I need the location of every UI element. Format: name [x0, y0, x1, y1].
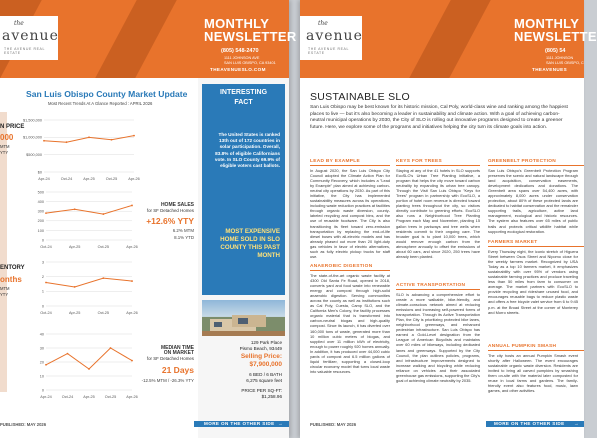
y-tick-label: 2: [41, 275, 44, 280]
inventory-changes: MTM YTY: [0, 286, 10, 297]
days-on-market-chart: [22, 330, 136, 400]
y-tick-label: 0: [41, 304, 44, 309]
more-on-other-side-bar: MORE ON THE OTHER SIDE →: [194, 421, 289, 427]
section-body-farmers: Every Thursday night, the iconic stretch of Higuera Street between Osos Street and Nipomo close for the weekly farmers market. Recognized by USA Today as a top 10 farmers market, it emphasizes sustainability with over 95% of vendors using sustainable farming practices and produce traveling less than 50 miles from farm to consumer on average. The market partners with EcoSLO to provide recycling and rideshare unused food, and encourages reusable bags to reduce plastic waste and offers a free bicycle valet service from 6 to 9:45 p.m. at the Broad Street at the corner of Monterey and Morro streets.: [488, 249, 578, 315]
logo: the avenue THE AVENUE REAL ESTATE: [0, 16, 58, 60]
series-line-dom: [46, 348, 132, 369]
data-point: [131, 280, 133, 282]
interesting-fact-heading: INTERESTING FACT: [202, 84, 285, 120]
inventory-chart: [22, 258, 136, 316]
series-line-sales: [46, 205, 132, 214]
x-tick-label: Apr-26: [128, 177, 140, 181]
office-address: 1111 JOHNSON AVE SAN LUIS OBISPO, CA 93401: [224, 56, 276, 65]
x-tick-label: Oct-24: [40, 245, 52, 249]
x-tick-label: Oct-24: [40, 311, 52, 315]
x-tick-label: Apr-26: [126, 245, 138, 249]
y-tick-label: $0: [37, 170, 42, 175]
newsletter-title: MONTHLY NEWSLETTE: [514, 16, 597, 44]
page1-header: [0, 0, 297, 78]
home-sales-change: +12.6% YTY: [146, 216, 194, 226]
house-beds-baths: 6 BED / 6 BATH: [249, 371, 282, 377]
median-price-value: 000: [0, 133, 14, 142]
x-tick-label: Oct-25: [97, 311, 110, 315]
y-tick-label: $1,000,000: [22, 135, 42, 140]
section-divider: [488, 165, 584, 166]
most-expensive-heading: MOST EXPENSIVE HOME SOLD IN SLO COUNTY THIS PAST MONTH: [220, 228, 280, 259]
median-time-changes: -12.5% MTM / -26.3% YTY: [141, 378, 194, 383]
house-address: 129 Park Place: [250, 340, 282, 345]
data-point: [88, 368, 90, 370]
y-tick-label: 200: [37, 219, 44, 224]
median-price-chart: [20, 116, 138, 182]
data-point: [45, 364, 47, 366]
x-tick-label: Apr-25: [83, 395, 95, 399]
section-body-lead: In August 2020, the San Luis Obispo City Council adopted the Climate Action Plan for Community Recovery, which includes a "Lead by Example" plan aimed at achieving carbon-neutral city operations by 2030. As part of this initiative, the City has implemented sustainability measures across its operations, including waste reduction practices at facilities through organic waste diversion, county-labeled recycling and compost bins, and the use of reusable foodware. The City is also transitioning its fleet toward zero-emission transportation by replacing the end-of-life diesel buses with all-electric models and has already phased out more than 20 light-duty gas vehicles in favor of electric alternatives, such as fully electric pickup trucks for staff use.: [310, 168, 390, 259]
x-tick-label: Apr-24: [38, 177, 50, 181]
house-details: [202, 340, 282, 400]
price-per-sqft: $1,258.96: [261, 394, 282, 400]
y-tick-label: 40: [39, 332, 44, 337]
section-body-active: SLO is advancing a comprehensive effort to create a more walkable, bike-friendly, and climate-conscious network aimed at reducing emissions and increasing self-powered forms of transportation. Through its Active Transportation Plan, the City is prioritizing protected bike lanes, neighborhood greenways, and enhanced pedestrian infrastructure. San Luis Obispo has earned a Gold-Level designation from the League of American Bicyclists and maintains over 60 miles of bikeways, including dedicated lanes and greenways. Supported by the City Council, the plan outlines policies, programs, and infrastructure improvements designed to increase walking and bicycling while reducing reliance on vehicles and their associated greenhouse gas emissions, supporting the City's goal of achieving climate neutrality by 2035.: [396, 292, 480, 383]
x-tick-label: Oct-24: [60, 177, 73, 181]
data-point: [102, 213, 104, 215]
section-heading-pumpkin: ANNUAL PUMPKIN SMASH: [488, 344, 557, 349]
published-date: PUBLISHED: MAY 2026: [0, 422, 47, 427]
phone-number: (805) 548-2470: [221, 48, 259, 54]
y-tick-label: 1: [41, 289, 44, 294]
logo: the avenue THE AVENUE REAL ESTATE: [300, 16, 362, 60]
x-tick-label: Oct-25: [104, 395, 117, 399]
data-point: [74, 286, 76, 288]
phone-number: (805) 54: [545, 48, 566, 54]
newsletter-page-front: [0, 0, 297, 438]
newsletter-page-back: [300, 0, 597, 438]
section-heading-farmers: FARMERS MARKET: [488, 240, 538, 245]
page2-header: [300, 0, 597, 78]
data-point: [74, 208, 76, 210]
section-divider: [488, 350, 584, 351]
y-tick-label: 20: [39, 360, 44, 365]
y-tick-label: $500,000: [26, 153, 42, 158]
section-divider: [310, 165, 390, 166]
market-update-subtitle: Most Recent Trends At A Glance Reported : APRIL 2026: [48, 101, 153, 106]
data-point: [43, 140, 45, 142]
median-time-value: 21 Days: [161, 365, 194, 375]
y-tick-label: 10: [39, 374, 44, 379]
house-city: Pismo Beach, 93449: [239, 346, 282, 352]
price-per-sqft-label: PRICE PER SQ-FT:: [241, 387, 282, 393]
y-tick-label: 30: [39, 346, 44, 351]
series-line-inventory: [46, 278, 132, 287]
y-tick-label: 0: [41, 388, 44, 393]
data-point: [131, 205, 133, 207]
median-price-label: N PRICE: [0, 124, 25, 130]
section-body-pumpkin: The city hosts an annual Pumpkin Smash event shortly after Halloween. The event encourages sustainable organic waste diversion. Residents are invited to bring all carved pumpkins by smashing them on-site with the material later composted for reuse in local farms and gardens. The family-friendly event also features food, music, lawn games, and other activities.: [488, 353, 578, 394]
interesting-fact-panel: [202, 120, 285, 295]
home-sales-mtm: 6.2% MTM: [172, 228, 194, 233]
section-body-greenbelt: San Luis Obispo's Greenbelt Protection Program preserves the scenic and natural landscape through land acquisition, conservation easements, development dedications and donations. The Greenbelt area spans over 54,400 acres, with approximately 8,000 acres under conservation protection, about 80% of these protected lands are dedicated to habitat conservation and the remainder supporting trails, agriculture, active land management, ecological and historic resources. The system also features over 65 miles of public trails and protects critical wildlife habitat while supporting ecological restoration.: [488, 168, 578, 234]
section-body-keys: Staying at any of the 41 hotels in SLO supports EcoSLO's Urban Tree Planting initiative, a program that helps the city move toward carbon neutrality by expanding its urban tree canopy. Through the Visit San Luis Obispo "Keys for Trees" program in partnership with EcoSLO, a portion of hotel room revenue is directed toward planting trees throughout the city, so visitors directly contribute to greening efforts. EcoSLO also runs a Neighborhood Tree Planting Program each May and November, planting 15 gallon trees in parkways and tree wells when residents commit to their ongoing care. The broader goal is to plant 10,000 trees, which would remove enough carbon from the atmosphere annually to offset the emissions of about 60 cars, and since 2020, 250 trees have already been planted.: [396, 168, 480, 259]
home-sales-chart: [22, 188, 136, 250]
section-divider: [310, 270, 390, 271]
section-divider: [396, 165, 480, 166]
selling-price-label: Selling Price:: [240, 352, 282, 360]
section-heading-keys: KEYS FOR TREES: [396, 159, 443, 164]
y-tick-label: 0: [41, 238, 44, 243]
section-divider: [396, 289, 480, 290]
office-address: 1111 JOHNSON SAN LUIS OBISPO, C: [546, 56, 584, 65]
house-sqft: 6,275 square feet: [246, 378, 282, 384]
x-tick-label: Apr-25: [68, 245, 81, 249]
inventory-value: onths: [0, 275, 22, 284]
data-point: [111, 139, 113, 141]
y-tick-label: 500: [37, 190, 44, 195]
inventory-label: ENTORY: [0, 265, 25, 271]
website: THEAVENUES: [532, 67, 568, 72]
x-tick-label: Oct-24: [61, 395, 74, 399]
published-date: PUBLISHED: MAY 2026: [310, 422, 357, 427]
x-tick-label: Apr-26: [126, 311, 138, 315]
data-point: [45, 282, 47, 284]
x-tick-label: Apr-24: [40, 395, 52, 399]
article-title: SUSTAINABLE SLO: [310, 91, 411, 103]
section-divider: [488, 246, 584, 247]
data-point: [66, 141, 68, 143]
median-time-label: MEDIAN TIME ON MARKET for SF Detached Homes: [146, 345, 194, 362]
data-point: [88, 136, 90, 138]
data-point: [110, 347, 112, 349]
newsletter-title: MONTHLY NEWSLETTER: [204, 16, 297, 44]
median-price-changes: MTM YTY: [0, 144, 10, 155]
section-heading-lead: LEAD BY EXAMPLE: [310, 159, 360, 164]
x-tick-label: Apr-26: [126, 395, 138, 399]
house-photo: [202, 300, 285, 336]
section-heading-active: ACTIVE TRANSPORTATION: [396, 283, 466, 288]
y-tick-label: 300: [37, 209, 44, 214]
market-update-title: San Luis Obispo County Market Update: [26, 89, 188, 99]
data-point: [67, 353, 69, 355]
x-tick-label: Oct-25: [105, 177, 118, 181]
data-point: [45, 212, 47, 214]
section-heading-greenbelt: GREENBELT PROTECTION: [488, 159, 557, 164]
y-tick-label: $1,500,000: [22, 118, 42, 123]
x-tick-label: Oct-25: [97, 245, 110, 249]
section-heading-anaerobic: ANAEROBIC DIGESTION: [310, 264, 373, 269]
y-tick-label: 400: [37, 200, 44, 204]
website: THEAVENUESLO.COM: [210, 67, 266, 72]
selling-price: $7,900,000: [249, 360, 282, 368]
y-tick-label: 100: [37, 228, 44, 233]
x-tick-label: Apr-25: [83, 177, 95, 181]
data-point: [131, 360, 133, 362]
y-tick-label: 3: [41, 260, 44, 265]
section-body-anaerobic: The state-of-the-art organic waste facility at 4300 Old Santa Fe Road, opened in 2018, converts yard and food waste into renewable energy and compost through high-solid anaerobic digestion. Serving communities across the county as well as institutions such as Cal Poly, Cuesta, Camp SLO, and the California Men's Colony, the facility processes organic material that is transformed into carbon-neutral biogas and high-quality compost. Since its launch, it has diverted over 160,000 tons of waste, generated more than 10 million cubic meters of biogas, and supplied over 11 million kWh of electricity, enough to power roughly 920 homes annually. In addition, it has produced over 44,000 cubic yards of compost and 6.5 million gallons of liquid fertilizer, supporting a closed-loop circular economy model that turns local waste into valuable resources.: [310, 273, 390, 374]
article-intro: San Luis Obispo may be best known for its historic mission, Cal Poly, world-class wine and ranking among the happiest places to live — but it's also becoming a leader in sustainability and climate action. With a goal of achieving carbon-neutral municipal operations by 2030, the City of SLO is rolling out innovative programs designed to create a greener future. Here, we explore some of the programs and initiatives helping the city turn its climate goals into action.: [310, 105, 568, 130]
more-on-other-side-bar: MORE ON THE OTHER SIDE →: [486, 421, 584, 427]
home-sales-ytd: 8.1% YTD: [174, 235, 194, 240]
data-point: [102, 277, 104, 279]
x-tick-label: Apr-25: [68, 311, 81, 315]
home-sales-label: HOME SALES for SF Detached Homes: [146, 202, 194, 214]
interesting-fact-text: The United States is ranked 13th out of 172 countries in solar participation. Overall, 83.8% of eligible Californians vote. In SLO County 69.9% of eligible voters cast ballots.: [214, 132, 280, 169]
data-point: [133, 135, 135, 137]
